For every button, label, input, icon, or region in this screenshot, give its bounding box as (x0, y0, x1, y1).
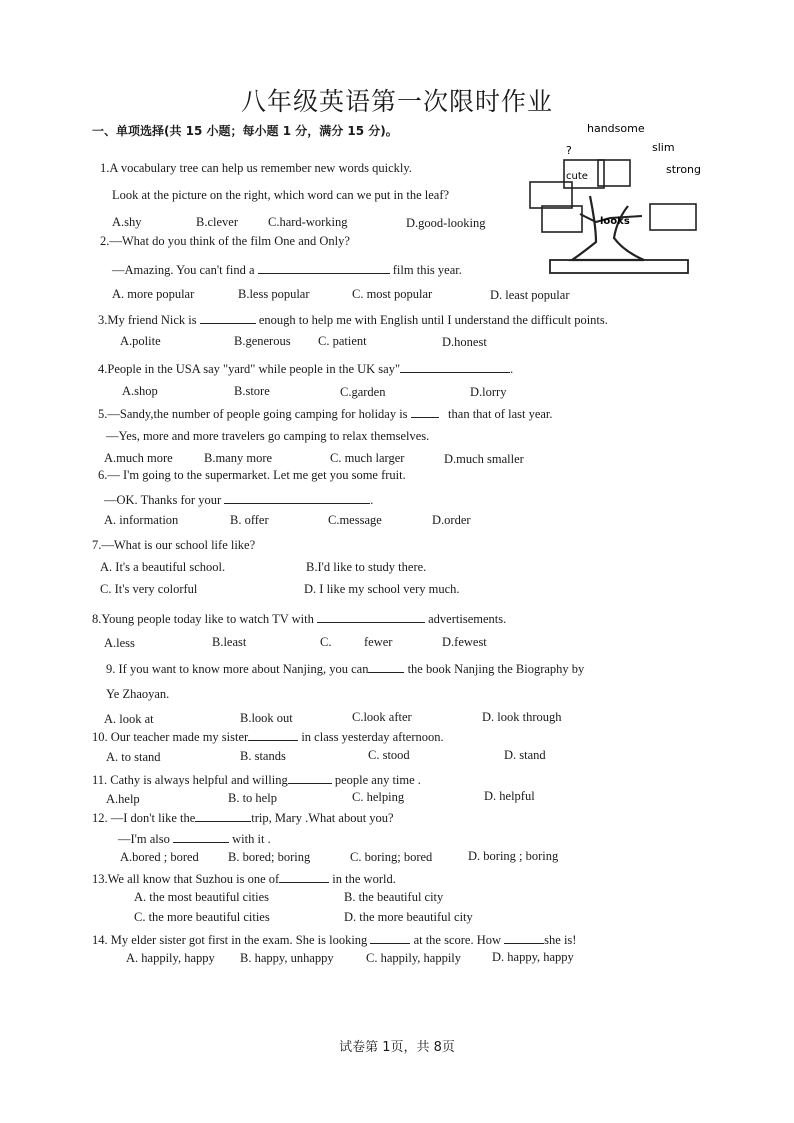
question-13-option-c: C. the more beautiful cities (134, 910, 270, 924)
answer-blank (504, 931, 544, 944)
question-8-option-b: B.least (212, 635, 247, 649)
answer-blank (411, 405, 439, 418)
answer-blank (195, 809, 251, 822)
question-13-option-b: B. the beautiful city (344, 890, 444, 904)
question-7-option-a: A. It's a beautiful school. (100, 560, 226, 574)
question-14-option-d: D. happy, happy (492, 950, 574, 964)
question-2-option-c: C. most popular (352, 287, 433, 301)
question-5-option-b: B.many more (204, 451, 273, 465)
question-5-stem-line2: —Yes, more and more travelers go camping to relax themselves. (106, 429, 430, 443)
question-13-option-a: A. the most beautiful cities (134, 890, 270, 904)
tree-leaf (530, 182, 572, 208)
question-6-option-b: B. offer (230, 513, 269, 527)
question-10-option-b: B. stands (240, 749, 286, 763)
question-14-option-a: A. happily, happy (126, 951, 215, 965)
question-11-option-c: C. helping (352, 790, 405, 804)
answer-blank (288, 771, 332, 784)
question-2-stem-line2: —Amazing. You can't find a film this year. (112, 263, 462, 277)
question-12-option-b: B. bored; boring (228, 850, 311, 864)
question-9-option-d: D. look through (482, 710, 562, 724)
answer-blank (370, 931, 410, 944)
question-11-option-d: D. helpful (484, 789, 535, 803)
answer-blank (248, 728, 298, 741)
question-12-option-a: A.bored ; bored (120, 850, 199, 864)
question-1-stem-line2: Look at the picture on the right, which word can we put in the leaf? (112, 188, 450, 202)
answer-blank (279, 870, 329, 883)
question-13-stem: 13.We all know that Suzhou is one of in the world. (92, 872, 396, 886)
answer-blank (173, 830, 229, 843)
tree-ground (550, 260, 688, 273)
question-9-option-a: A. look at (104, 712, 154, 726)
question-5-option-d: D.much smaller (444, 452, 524, 466)
question-3-option-a: A.polite (120, 334, 161, 348)
question-2-option-b: B.less popular (238, 287, 310, 301)
question-4-option-b: B.store (234, 384, 270, 398)
question-7-option-b: B.I'd like to study there. (306, 560, 427, 574)
tree-word-slim: slim (652, 141, 675, 154)
tree-word-question: ? (566, 144, 572, 157)
question-1-option-b: B.clever (196, 215, 238, 229)
question-13-option-d: D. the more beautiful city (344, 910, 473, 924)
question-12-option-d: D. boring ; boring (468, 849, 559, 863)
question-1-option-d: D.good-looking (406, 216, 486, 230)
question-7-option-c: C. It's very colorful (100, 582, 198, 596)
question-9-option-b: B.look out (240, 711, 293, 725)
question-14-option-c: C. happily, happily (366, 951, 462, 965)
answer-blank (200, 311, 256, 324)
question-2-option-d: D. least popular (490, 288, 570, 302)
question-9-stem: 9. If you want to know more about Nanjing, you can the book Nanjing the Biography by (106, 662, 585, 676)
page-footer: 试卷第 1页，共 8页 (339, 1040, 455, 1055)
question-3-option-c: C. patient (318, 334, 367, 348)
vocabulary-tree-picture (520, 118, 710, 280)
question-5-stem: 5.—Sandy,the number of people going camping for holiday is than that of last year. (98, 407, 553, 421)
question-10-option-a: A. to stand (106, 750, 161, 764)
page-title: 八年级英语第一次限时作业 (240, 87, 553, 116)
question-10-stem: 10. Our teacher made my sister in class yesterday afternoon. (92, 730, 444, 744)
question-6-stem-line2: —OK. Thanks for your . (104, 493, 374, 507)
answer-blank (317, 610, 425, 623)
answer-blank (224, 491, 370, 504)
question-12-stem-line2: —I'm also with it . (118, 832, 271, 846)
tree-leaf (650, 204, 696, 230)
question-1-stem: 1.A vocabulary tree can help us remember new words quickly. (100, 161, 412, 175)
question-3-option-d: D.honest (442, 335, 487, 349)
section-header: 一、单项选择(共 15 小题；每小题 1 分，满分 15 分)。 (92, 124, 398, 138)
tree-leaf (598, 160, 630, 186)
question-6-option-a: A. information (104, 513, 179, 527)
question-10-option-d: D. stand (504, 748, 546, 762)
question-7-stem: 7.—What is our school life like? (92, 538, 256, 552)
question-8-option-c-letter: C. (320, 635, 332, 649)
question-6-option-d: D.order (432, 513, 471, 527)
question-1-option-c: C.hard-working (268, 215, 348, 229)
question-4-option-a: A.shop (122, 384, 158, 398)
question-11-stem: 11. Cathy is always helpful and willing people any time . (92, 773, 421, 787)
question-6-option-c: C.message (328, 513, 382, 527)
question-6-stem: 6.— I'm going to the supermarket. Let me get you some fruit. (98, 468, 406, 482)
question-11-option-b: B. to help (228, 791, 277, 805)
question-4-option-d: D.lorry (470, 385, 507, 399)
question-8-stem: 8.Young people today like to watch TV with advertisements. (92, 612, 507, 626)
tree-word-cute: cute (566, 171, 588, 182)
question-14-stem: 14. My elder sister got first in the exam. She is looking at the score. How she is! (92, 933, 577, 947)
question-7-option-d: D. I like my school very much. (304, 582, 460, 596)
question-3-option-b: B.generous (234, 334, 291, 348)
question-5-option-a: A.much more (104, 451, 173, 465)
question-8-option-d: D.fewest (442, 635, 487, 649)
question-5-option-c: C. much larger (330, 451, 405, 465)
question-3-stem: 3.My friend Nick is enough to help me with English until I understand the difficult points. (98, 313, 608, 327)
tree-word-looks: looks (600, 216, 630, 227)
tree-leaf (542, 206, 582, 232)
answer-blank (258, 261, 390, 274)
question-2-stem: 2.—What do you think of the film One and Only? (100, 234, 350, 248)
question-4-stem: 4.People in the USA say "yard" while people in the UK say" . (98, 362, 514, 376)
question-2-option-a: A. more popular (112, 287, 195, 301)
answer-blank (368, 660, 404, 673)
question-9-option-c: C.look after (352, 710, 412, 724)
question-12-option-c: C. boring; bored (350, 850, 433, 864)
question-9-stem-line2: Ye Zhaoyan. (106, 687, 170, 701)
question-1-option-a: A.shy (112, 215, 142, 229)
question-8-option-c: fewer (364, 635, 393, 649)
answer-blank (400, 360, 510, 373)
question-8-option-a: A.less (104, 636, 135, 650)
question-12-stem: 12. —I don't like the trip, Mary .What about you? (92, 811, 394, 825)
question-4-option-c: C.garden (340, 385, 386, 399)
question-10-option-c: C. stood (368, 748, 410, 762)
tree-word-handsome: handsome (587, 122, 645, 135)
question-14-option-b: B. happy, unhappy (240, 951, 334, 965)
tree-word-strong: strong (666, 163, 702, 176)
question-11-option-a: A.help (106, 792, 140, 806)
